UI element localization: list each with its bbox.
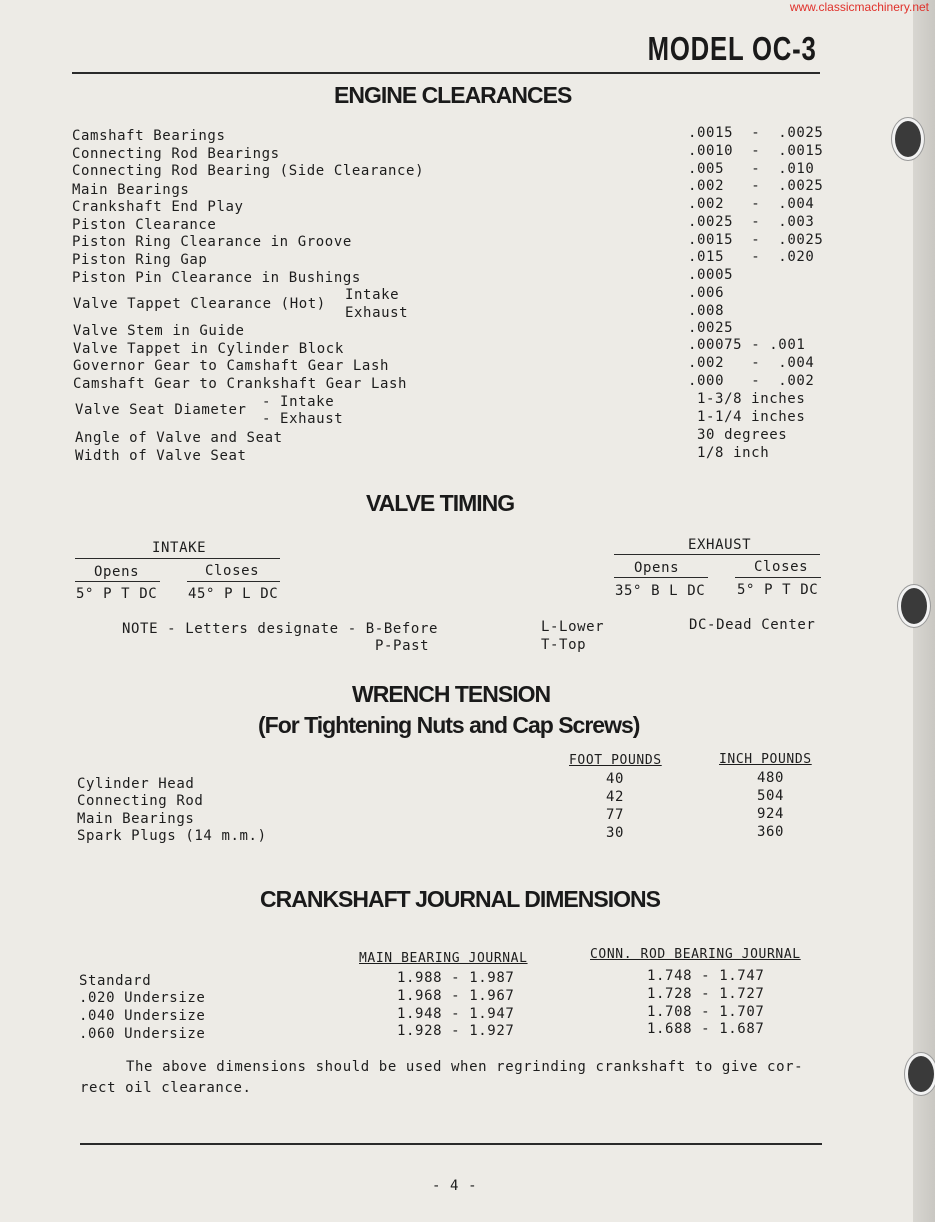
clearance-label: Piston Ring Clearance in Groove	[72, 234, 352, 250]
wrench-label: Spark Plugs (14 m.m.)	[77, 828, 267, 844]
intake-opens: 5° P T DC	[76, 586, 158, 602]
main-journal-value: 1.988 - 1.987	[397, 970, 515, 986]
clearance-value: .002 - .0025	[688, 178, 824, 194]
intake-header: INTAKE	[152, 540, 207, 556]
conn-journal-value: 1.728 - 1.727	[647, 986, 765, 1002]
clearance-label: Camshaft Gear to Crankshaft Gear Lash	[73, 376, 408, 392]
clearance-label: Piston Pin Clearance in Bushings	[72, 270, 361, 286]
clearance-label: Connecting Rod Bearing (Side Clearance)	[72, 163, 425, 179]
watermark[interactable]: www.classicmachinery.net	[789, 0, 929, 14]
journal-label: .060 Undersize	[79, 1026, 206, 1042]
note-text: NOTE - Letters designate - B-Before	[122, 621, 439, 637]
model-title: MODEL OC-3	[648, 30, 817, 67]
intake-closes-label: Closes	[205, 563, 260, 579]
valve-timing-title: VALVE TIMING	[366, 490, 515, 516]
clearance-label: Connecting Rod Bearings	[72, 146, 280, 162]
wrench-label: Connecting Rod	[77, 793, 204, 809]
conn-journal-header: CONN. ROD BEARING JOURNAL	[590, 947, 801, 962]
tappet-intake: Intake	[345, 287, 400, 303]
clearance-label: Piston Ring Gap	[72, 252, 208, 268]
exhaust-opens-label: Opens	[634, 560, 680, 576]
footer-rule	[80, 1143, 822, 1145]
foot-value: 42	[606, 789, 625, 805]
exhaust-header: EXHAUST	[688, 537, 752, 553]
crankshaft-note-line2: rect oil clearance.	[80, 1080, 252, 1096]
crankshaft-title: CRANKSHAFT JOURNAL DIMENSIONS	[260, 886, 660, 912]
seat-intake-value: 1-3/8 inches	[697, 391, 806, 407]
journal-label: .020 Undersize	[79, 990, 206, 1006]
clearance-value: .005 - .010	[688, 161, 815, 177]
punch-hole	[892, 118, 924, 160]
clearance-label: Crankshaft End Play	[72, 199, 244, 215]
clearance-value: .0005	[688, 267, 734, 283]
clearance-value: .0025	[688, 320, 734, 336]
intake-opens-rule	[75, 581, 160, 582]
intake-rule	[75, 558, 280, 559]
engine-clearances-title: ENGINE CLEARANCES	[334, 82, 572, 108]
main-journal-value: 1.968 - 1.967	[397, 988, 515, 1004]
tappet-exhaust-value: .008	[688, 303, 725, 319]
punch-hole	[898, 585, 930, 627]
clearance-value: .0015 - .0025	[688, 232, 824, 248]
main-journal-header: MAIN BEARING JOURNAL	[359, 951, 528, 966]
main-journal-value: 1.948 - 1.947	[397, 1006, 515, 1022]
intake-opens-label: Opens	[94, 564, 140, 580]
clearance-value: .0025 - .003	[688, 214, 815, 230]
exhaust-closes-rule	[735, 577, 821, 578]
exhaust-opens-rule	[614, 577, 708, 578]
inch-value: 360	[757, 824, 785, 840]
seat-label: Valve Seat Diameter	[75, 402, 247, 418]
exhaust-closes-label: Closes	[754, 559, 809, 575]
note-past: P-Past	[375, 638, 430, 654]
clearance-label: Angle of Valve and Seat	[75, 430, 283, 446]
intake-closes-rule	[187, 581, 280, 582]
clearance-label: Valve Stem in Guide	[73, 323, 245, 339]
wrench-label: Cylinder Head	[77, 776, 195, 792]
main-journal-value: 1.928 - 1.927	[397, 1023, 515, 1039]
clearance-value: .0015 - .0025	[688, 125, 824, 141]
foot-value: 40	[606, 771, 625, 787]
tappet-label: Valve Tappet Clearance (Hot)	[73, 296, 326, 312]
clearance-label: Governor Gear to Camshaft Gear Lash	[73, 358, 390, 374]
punch-hole	[905, 1053, 935, 1095]
inch-value: 924	[757, 806, 785, 822]
conn-journal-value: 1.708 - 1.707	[647, 1004, 765, 1020]
clearance-value: .000 - .002	[688, 373, 815, 389]
clearance-value: .0010 - .0015	[688, 143, 824, 159]
seat-intake: - Intake	[262, 394, 335, 410]
note-dead-center: DC-Dead Center	[689, 617, 816, 633]
exhaust-closes: 5° P T DC	[737, 582, 819, 598]
exhaust-rule	[614, 554, 820, 555]
header-rule	[72, 72, 820, 74]
clearance-label: Valve Tappet in Cylinder Block	[73, 341, 344, 357]
note-lower: L-Lower	[541, 619, 605, 635]
clearance-label: Main Bearings	[72, 182, 190, 198]
crankshaft-note-line1: The above dimensions should be used when regrinding crankshaft to give cor-	[126, 1059, 804, 1075]
conn-journal-value: 1.688 - 1.687	[647, 1021, 765, 1037]
clearance-value: .00075 - .001	[688, 337, 806, 353]
wrench-tension-subtitle: (For Tightening Nuts and Cap Screws)	[258, 712, 640, 738]
exhaust-opens: 35° B L DC	[615, 583, 706, 599]
foot-value: 77	[606, 807, 625, 823]
clearance-label: Camshaft Bearings	[72, 128, 226, 144]
inch-value: 480	[757, 770, 785, 786]
intake-closes: 45° P L DC	[188, 586, 279, 602]
note-top: T-Top	[541, 637, 587, 653]
wrench-tension-title: WRENCH TENSION	[352, 681, 551, 707]
clearance-value: .002 - .004	[688, 196, 815, 212]
tappet-intake-value: .006	[688, 285, 725, 301]
clearance-label: Width of Valve Seat	[75, 448, 247, 464]
clearance-value: .015 - .020	[688, 249, 815, 265]
wrench-label: Main Bearings	[77, 811, 195, 827]
journal-label: Standard	[79, 973, 152, 989]
inch-value: 504	[757, 788, 785, 804]
clearance-value: 1/8 inch	[697, 445, 770, 461]
conn-journal-value: 1.748 - 1.747	[647, 968, 765, 984]
foot-pounds-header: FOOT POUNDS	[569, 753, 662, 768]
clearance-value: .002 - .004	[688, 355, 815, 371]
seat-exhaust-value: 1-1/4 inches	[697, 409, 806, 425]
tappet-exhaust: Exhaust	[345, 305, 409, 321]
clearance-label: Piston Clearance	[72, 217, 217, 233]
clearance-value: 30 degrees	[697, 427, 788, 443]
journal-label: .040 Undersize	[79, 1008, 206, 1024]
foot-value: 30	[606, 825, 625, 841]
inch-pounds-header: INCH POUNDS	[719, 752, 812, 767]
page-number: - 4 -	[432, 1178, 478, 1194]
seat-exhaust: - Exhaust	[262, 411, 344, 427]
